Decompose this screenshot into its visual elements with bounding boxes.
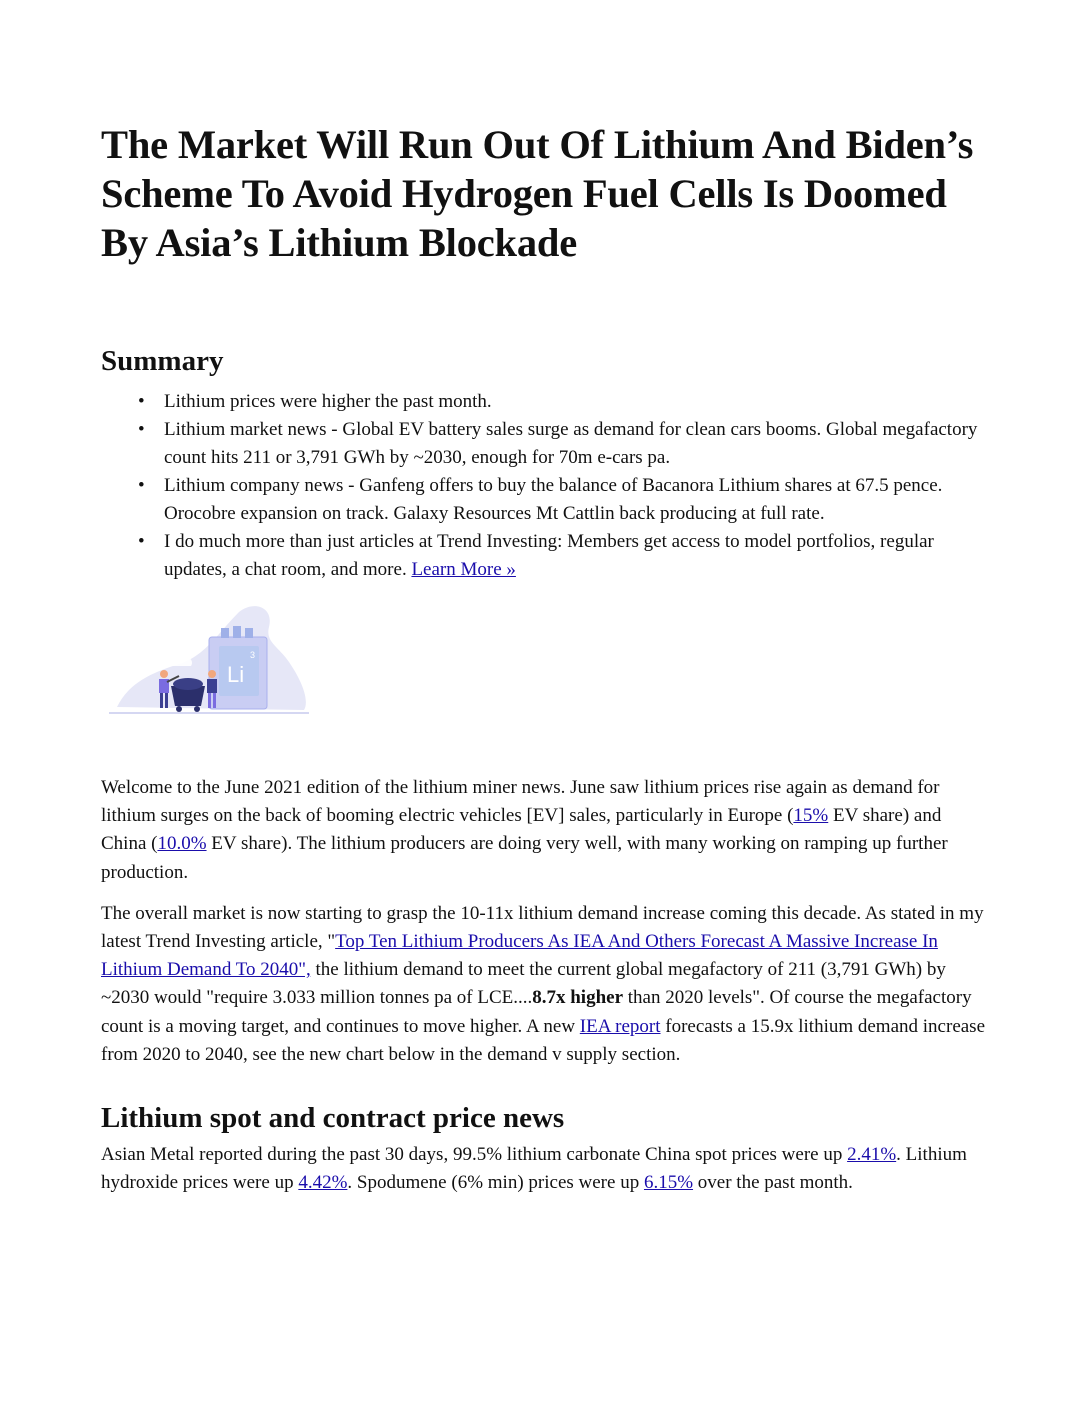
summary-item: • Lithium company news - Ganfeng offers to buy the balance of Bacanora Lithium shares at 67.5 pence. Orocobre expansion on track. Galaxy Resources Mt Cattlin back producing at full rate. xyxy=(164,472,991,528)
summary-list xyxy=(101,388,991,584)
price-news-paragraph xyxy=(101,1141,991,1197)
intro-paragraph-1 xyxy=(101,774,991,887)
hydroxide-price-link[interactable]: 4.42% xyxy=(298,1172,348,1194)
summary-item-text: I do much more than just articles at Trend Investing: Members get access to model portfolios, regular updates, a chat room, and more. xyxy=(164,531,934,580)
emphasis-text: 8.7x higher xyxy=(532,987,624,1009)
intro-text: EV share) and China ( xyxy=(101,805,942,855)
article xyxy=(101,120,991,1197)
price-news-heading: Lithium spot and contract price news xyxy=(101,1102,565,1135)
top-ten-article-link[interactable]: Top Ten Lithium Producers As IEA And Others Forecast A Massive Increase In Lithium Demand To 2040", xyxy=(101,931,938,981)
carbonate-price-link[interactable]: 2.41% xyxy=(847,1144,897,1166)
spodumene-price-link[interactable]: 6.15% xyxy=(643,1172,694,1194)
summary-item: • Lithium prices were higher the past month. xyxy=(164,388,991,416)
article-title: The Market Will Run Out Of Lithium And Biden’s Scheme To Avoid Hydrogen Fuel Cells Is Doomed By Asia’s Lithium Blockade xyxy=(101,122,974,265)
lithium-mining-illustration xyxy=(109,602,309,716)
europe-ev-share-link[interactable]: 15% xyxy=(793,805,829,827)
summary-item: • Lithium market news - Global EV battery sales surge as demand for clean cars booms. Global megafactory count hits 211 or 3,791 GWh by ~2030, enough for 70m e-cars pa. xyxy=(164,416,991,472)
intro-text: Welcome to the June 2021 edition of the lithium miner news. June saw lithium prices rise again as demand for lithium surges on the back of booming electric vehicles [EV] sales, particularly in Europe ( xyxy=(101,777,940,827)
summary-heading: Summary xyxy=(101,345,224,377)
price-text: Asian Metal reported during the past 30 days, 99.5% lithium carbonate China spot prices were up xyxy=(101,1144,848,1166)
price-text: over the past month. xyxy=(693,1172,853,1194)
intro-paragraph-2 xyxy=(101,900,991,1069)
element-symbol: Li xyxy=(227,662,245,687)
intro-text: EV share). The lithium producers are doing very well, with many working on ramping up further production. xyxy=(101,833,948,883)
price-text: . Lithium hydroxide prices were up xyxy=(101,1144,967,1194)
intro-text: forecasts a 15.9x lithium demand increase from 2020 to 2040, see the new chart below in the demand v supply section. xyxy=(101,1015,986,1065)
china-ev-share-link[interactable]: 10.0% xyxy=(157,833,207,855)
price-text: . Spodumene (6% min) prices were up xyxy=(347,1172,644,1194)
intro-text: the lithium demand to meet the current global megafactory of 211 (3,791 GWh) by ~2030 would "require 3.033 million tonnes pa of LCE.... xyxy=(101,959,946,1009)
intro-text: The overall market is now starting to grasp the 10-11x lithium demand increase coming this decade. As stated in my latest Trend Investing article, " xyxy=(101,902,984,953)
intro-text: than 2020 levels". Of course the megafactory count is a moving target, and continues to move higher. A new xyxy=(101,987,972,1037)
learn-more-link[interactable]: Learn More » xyxy=(411,559,516,580)
summary-item xyxy=(164,528,991,584)
iea-report-link[interactable]: IEA report xyxy=(579,1015,661,1037)
atomic-number: 3 xyxy=(250,650,256,660)
